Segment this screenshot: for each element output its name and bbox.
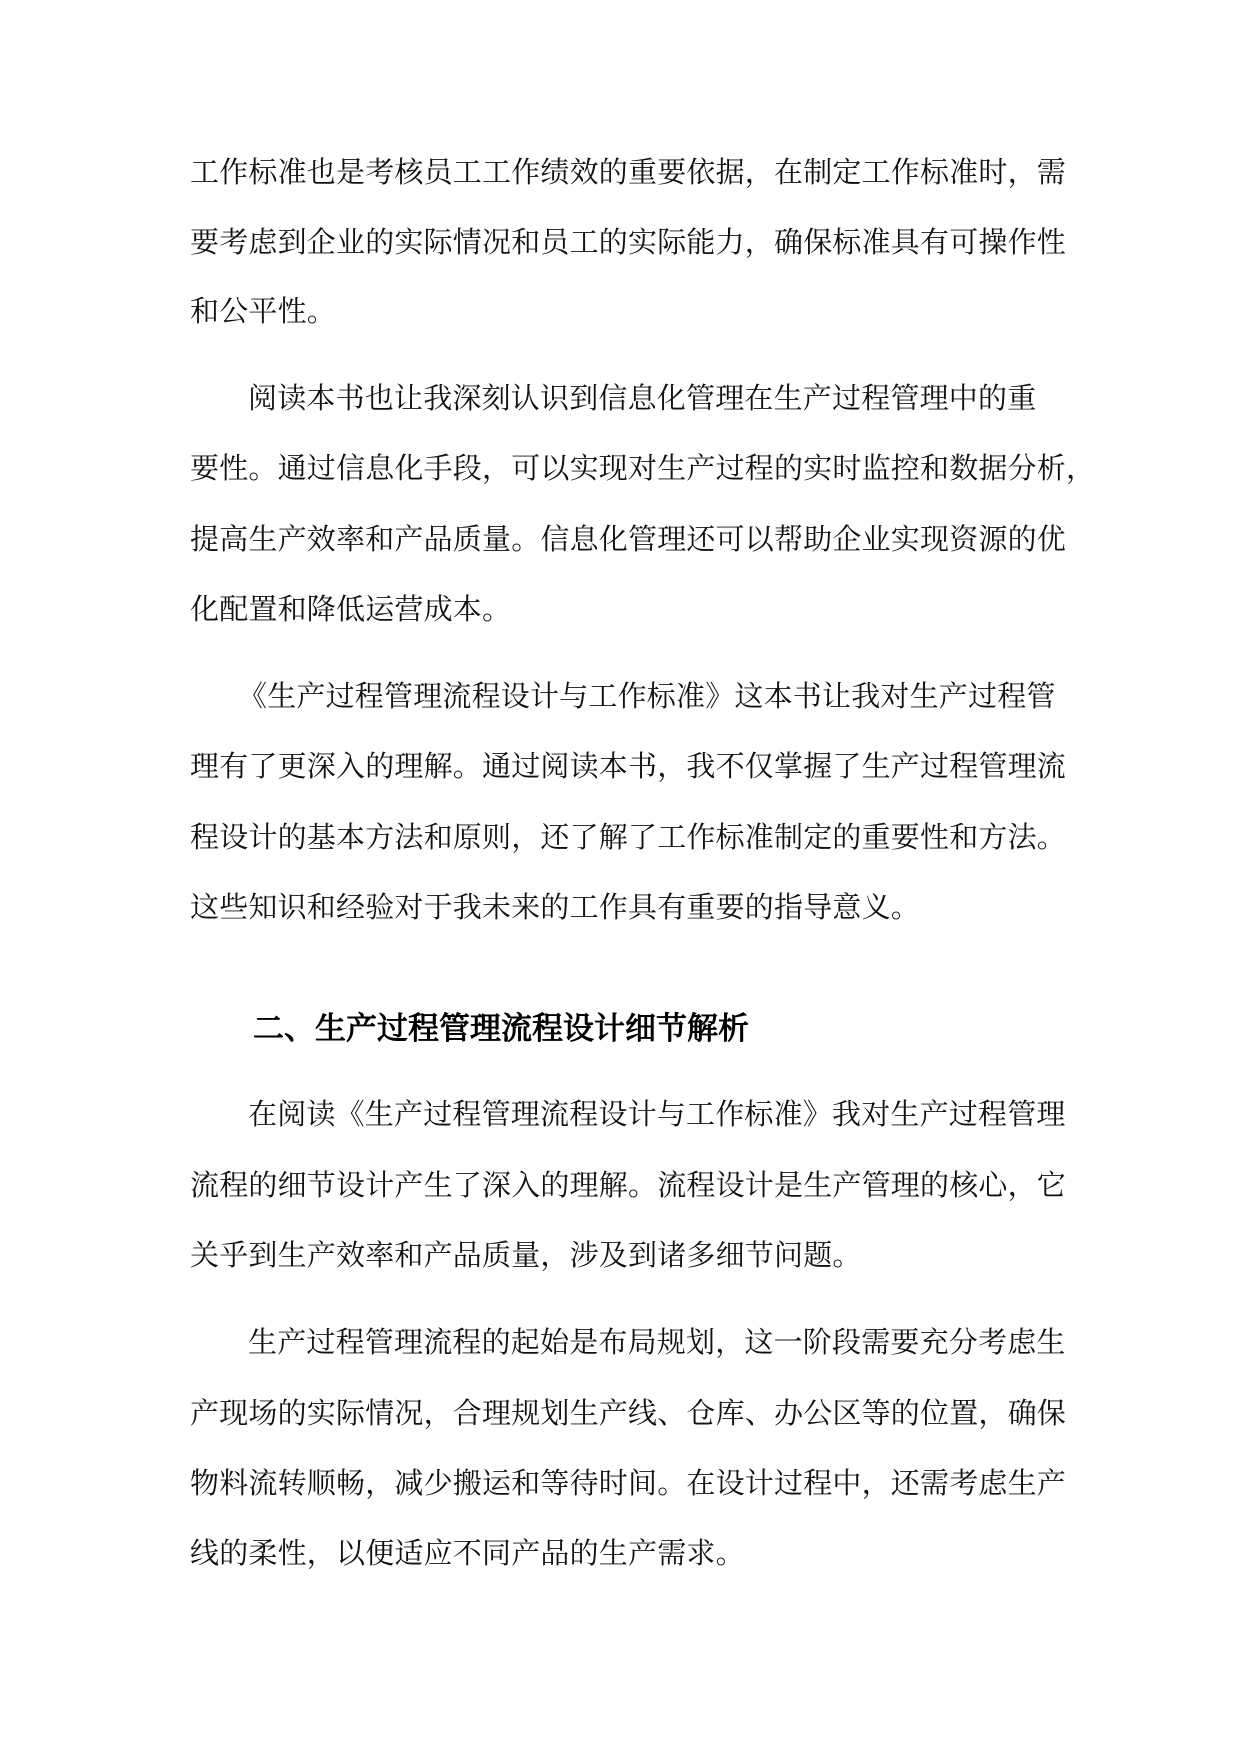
text-line: 化配置和降低运营成本。 xyxy=(190,592,512,626)
text-line: 产现场的实际情况，合理规划生产线、仓库、办公区等的位置，确保 xyxy=(190,1396,1067,1430)
text-line: 理有了更深入的理解。通过阅读本书，我不仅掌握了生产过程管理流 xyxy=(190,749,1067,783)
text-line: 关乎到生产效率和产品质量，涉及到诸多细节问题。 xyxy=(190,1238,862,1272)
text-line: 要考虑到企业的实际情况和员工的实际能力，确保标准具有可操作性 xyxy=(190,225,1067,259)
text-line: 这些知识和经验对于我未来的工作具有重要的指导意义。 xyxy=(190,890,921,924)
text-line: 流程的细节设计产生了深入的理解。流程设计是生产管理的核心，它 xyxy=(190,1168,1067,1202)
section-heading: 二、生产过程管理流程设计细节解析 xyxy=(253,1011,749,1047)
text-line: 程设计的基本方法和原则，还了解了工作标准制定的重要性和方法。 xyxy=(190,820,1067,854)
text-line: 和公平性。 xyxy=(190,294,337,328)
text-line: 在阅读《生产过程管理流程设计与工作标准》我对生产过程管理 xyxy=(248,1097,1066,1131)
text-line: 工作标准也是考核员工工作绩效的重要依据，在制定工作标准时，需 xyxy=(190,155,1067,189)
text-line: 阅读本书也让我深刻认识到信息化管理在生产过程管理中的重 xyxy=(248,381,1037,415)
text-line: 线的柔性，以便适应不同产品的生产需求。 xyxy=(190,1536,745,1570)
text-line: 提高生产效率和产品质量。信息化管理还可以帮助企业实现资源的优 xyxy=(190,522,1067,556)
text-line: 物料流转顺畅，减少搬运和等待时间。在设计过程中，还需考虑生产 xyxy=(190,1466,1067,1500)
text-line: 生产过程管理流程的起始是布局规划，这一阶段需要充分考虑生 xyxy=(248,1325,1066,1359)
text-line: 要性。通过信息化手段，可以实现对生产过程的实时监控和数据分析， xyxy=(190,451,1096,485)
text-line: 《生产过程管理流程设计与工作标准》这本书让我对生产过程管 xyxy=(238,679,1056,713)
